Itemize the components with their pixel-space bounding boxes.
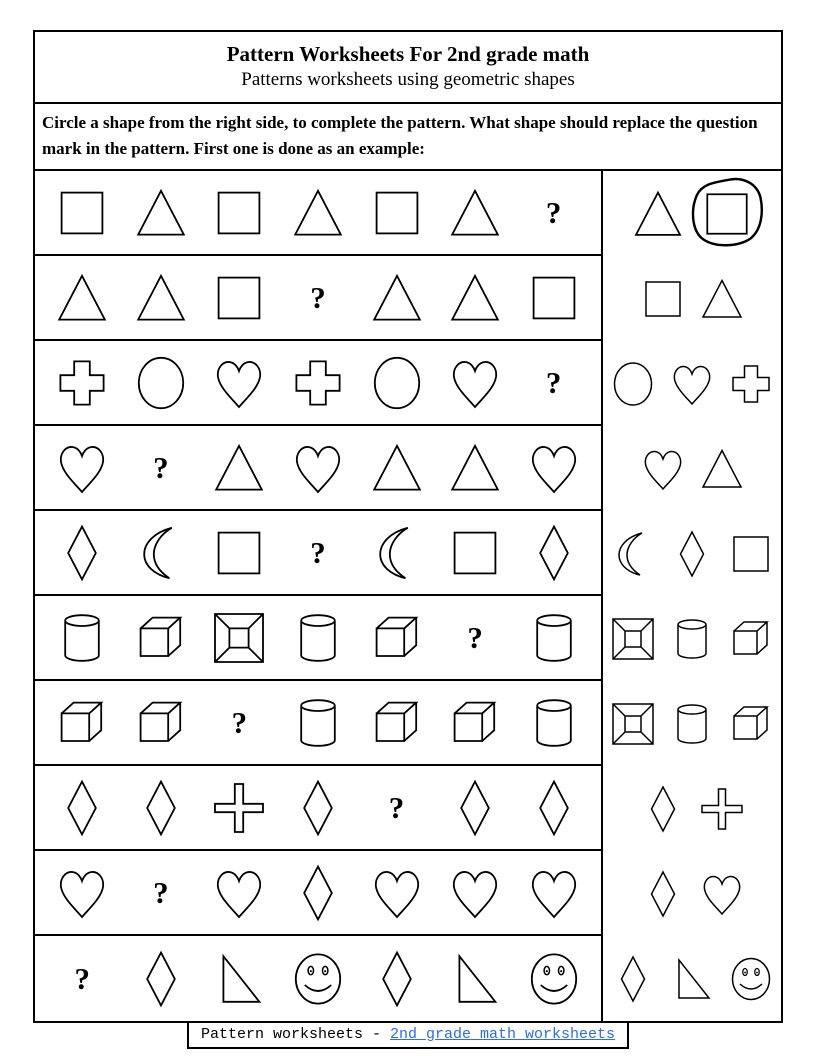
pattern-cell [361,684,433,762]
choice-square[interactable] [725,519,777,589]
pattern-cell [203,854,275,932]
footer-text: Pattern worksheets - [200,1026,390,1044]
heart-icon [638,444,688,494]
square-icon [209,183,269,243]
pattern-cell [439,514,511,592]
choice-diamond[interactable] [637,774,689,844]
answer-group [603,766,781,851]
cylinder-icon [667,699,717,749]
pattern-cell [125,599,197,677]
plus-icon [697,784,747,834]
pattern-cell [125,259,197,337]
heart-icon [524,863,584,923]
choice-cylinder[interactable] [666,604,718,674]
pattern-cell [282,599,354,677]
heart-icon [667,359,717,409]
choice-plus[interactable] [696,774,748,844]
diamond-icon [131,949,191,1009]
pattern-cell [203,599,275,677]
square-icon [445,523,505,583]
pattern-cell [46,174,118,252]
pattern-cell [361,940,433,1018]
question-mark-glyph: ? [153,874,169,910]
pattern-area [35,171,781,1021]
circle-icon [367,353,427,413]
pattern-cell [46,854,118,932]
pattern-cell [203,344,275,422]
pattern-row [35,851,601,936]
pattern-cell [125,514,197,592]
pattern-cell [125,684,197,762]
question-mark-glyph: ? [310,534,326,570]
choice-heart[interactable] [666,349,718,419]
question-mark [361,769,433,847]
choice-frame[interactable] [607,604,659,674]
worksheet-table [33,30,783,1023]
pattern-row [35,171,601,256]
frame-icon [608,614,658,664]
cross-icon [726,359,776,409]
question-mark-glyph: ? [467,619,483,655]
choice-cylinder[interactable] [666,689,718,759]
pattern-cell [46,344,118,422]
pattern-cell [203,940,275,1018]
choice-frame[interactable] [607,689,659,759]
cube-icon [131,693,191,753]
pattern-cell [203,429,275,507]
pattern-row [35,936,601,1021]
pattern-cell [203,259,275,337]
pattern-cell [518,259,590,337]
crescent-icon [608,529,658,579]
question-mark-glyph: ? [74,960,91,996]
cylinder-icon [524,693,584,753]
choice-right-triangle[interactable] [666,944,718,1014]
choice-diamond[interactable] [607,944,659,1014]
diamond-icon [367,949,427,1009]
square-icon [209,523,269,583]
triangle-icon [445,268,505,328]
square-icon [524,268,584,328]
choice-triangle[interactable] [627,179,689,249]
pattern-cell [518,769,590,847]
cube-icon [726,699,776,749]
diamond-icon [667,529,717,579]
question-mark [282,514,354,592]
pattern-cell [125,174,197,252]
pattern-cell [361,259,433,337]
pattern-cell [125,769,197,847]
question-mark [46,940,118,1018]
cylinder-icon [667,614,717,664]
choice-triangle[interactable] [696,264,748,334]
answer-group [603,171,781,256]
frame-icon [608,699,658,749]
cube-icon [367,693,427,753]
choice-cube[interactable] [725,604,777,674]
pattern-cell [203,174,275,252]
page-title: Pattern Worksheets For 2nd grade math [226,42,590,66]
answer-group [603,681,781,766]
pattern-cell [361,429,433,507]
answer-group [603,596,781,681]
cross-icon [52,353,112,413]
pattern-cell [439,429,511,507]
circled-answer-square[interactable] [696,179,758,249]
heart-icon [367,863,427,923]
pattern-cell [46,514,118,592]
pattern-row [35,341,601,426]
choice-smiley[interactable] [725,944,777,1014]
question-mark [518,174,590,252]
plus-icon [209,778,269,838]
pattern-cell [361,854,433,932]
pattern-cell [282,769,354,847]
page-subtitle: Patterns worksheets using geometric shapes [241,69,575,91]
diamond-icon [524,523,584,583]
pattern-row [35,426,601,511]
square-icon [698,185,756,243]
heart-icon [697,869,747,919]
triangle-icon [697,274,747,324]
diamond-icon [608,954,658,1004]
pattern-cell [518,854,590,932]
right-triangle-icon [209,949,269,1009]
cylinder-icon [52,608,112,668]
question-mark [282,259,354,337]
triangle-icon [131,268,191,328]
pattern-cell [282,174,354,252]
triangle-icon [52,268,112,328]
pattern-cell [282,429,354,507]
pattern-cell [518,429,590,507]
triangle-icon [629,185,687,243]
cube-icon [445,693,505,753]
pattern-cell [125,940,197,1018]
triangle-icon [131,183,191,243]
instructions-text: Circle a shape from the right side, to complete the pattern. What shape should replace the question mark in the pattern. First one is done as an example: [35,104,781,171]
question-mark [203,684,275,762]
diamond-icon [131,778,191,838]
right-triangle-icon [667,954,717,1004]
diamond-icon [638,869,688,919]
pattern-cell [46,429,118,507]
answer-group [603,851,781,936]
square-icon [52,183,112,243]
footer-box [187,1021,629,1049]
pattern-cell [282,344,354,422]
pattern-grid [35,171,601,1021]
triangle-icon [445,438,505,498]
choice-cross[interactable] [725,349,777,419]
worksheet-page [33,30,783,1049]
pattern-cell [518,684,590,762]
diamond-icon [638,784,688,834]
cube-icon [367,608,427,668]
pattern-cell [439,684,511,762]
worksheet-header [35,32,781,104]
pattern-row [35,511,601,596]
pattern-cell [361,599,433,677]
diamond-icon [288,778,348,838]
question-mark [518,344,590,422]
cylinder-icon [288,608,348,668]
cross-icon [288,353,348,413]
choice-crescent[interactable] [607,519,659,589]
crescent-icon [131,523,191,583]
pattern-cell [46,259,118,337]
pattern-cell [439,940,511,1018]
question-mark-glyph: ? [545,364,562,400]
frame-icon [209,608,269,668]
smiley-icon [726,954,776,1004]
square-icon [209,268,269,328]
pattern-cell [518,940,590,1018]
cube-icon [52,693,112,753]
heart-icon [288,438,348,498]
pattern-cell [439,174,511,252]
pattern-cell [439,769,511,847]
answer-group [603,511,781,596]
cube-icon [726,614,776,664]
diamond-icon [445,778,505,838]
choice-heart[interactable] [637,434,689,504]
pattern-cell [439,344,511,422]
pattern-row [35,596,601,681]
pattern-cell [439,854,511,932]
choice-circle[interactable] [607,349,659,419]
question-mark [125,429,197,507]
choice-triangle[interactable] [696,434,748,504]
diamond-icon [288,863,348,923]
heart-icon [445,863,505,923]
pattern-cell [125,344,197,422]
answer-group [603,256,781,341]
heart-icon [445,353,505,413]
circle-icon [131,353,191,413]
cylinder-icon [524,608,584,668]
pattern-cell [203,769,275,847]
diamond-icon [524,778,584,838]
diamond-icon [52,778,112,838]
smiley-icon [288,949,348,1009]
pattern-row [35,256,601,341]
pattern-cell [282,684,354,762]
heart-icon [52,438,112,498]
triangle-icon [209,438,269,498]
pattern-row [35,766,601,851]
pattern-cell [46,684,118,762]
triangle-icon [445,183,505,243]
choice-cube[interactable] [725,689,777,759]
choice-square[interactable] [637,264,689,334]
pattern-cell [361,344,433,422]
pattern-cell [46,599,118,677]
heart-icon [524,438,584,498]
pattern-cell [439,259,511,337]
triangle-icon [367,268,427,328]
diamond-icon [52,523,112,583]
question-mark [439,599,511,677]
square-icon [367,183,427,243]
square-icon [638,274,688,324]
triangle-icon [697,444,747,494]
question-mark-glyph: ? [153,449,169,485]
question-mark-glyph: ? [545,194,562,230]
answer-group [603,426,781,511]
question-mark-glyph: ? [388,789,405,825]
heart-icon [209,863,269,923]
answer-group [603,341,781,426]
cube-icon [131,608,191,668]
triangle-icon [367,438,427,498]
question-mark-glyph: ? [231,704,248,740]
pattern-cell [518,599,590,677]
pattern-cell [518,514,590,592]
right-triangle-icon [445,949,505,1009]
footer-link[interactable]: 2nd grade math worksheets [389,1026,616,1044]
cylinder-icon [288,693,348,753]
question-mark-glyph: ? [310,279,326,315]
pattern-cell [361,174,433,252]
pattern-row [35,681,601,766]
choice-diamond[interactable] [637,859,689,929]
pattern-cell [282,940,354,1018]
heart-icon [52,863,112,923]
question-mark [125,854,197,932]
choice-diamond[interactable] [666,519,718,589]
answer-group [603,936,781,1021]
answers-column [601,171,781,1021]
footer [33,1021,783,1049]
choice-heart[interactable] [696,859,748,929]
triangle-icon [288,183,348,243]
pattern-cell [361,514,433,592]
pattern-cell [203,514,275,592]
pattern-cell [46,769,118,847]
heart-icon [209,353,269,413]
circle-icon [608,359,658,409]
square-icon [726,529,776,579]
smiley-icon [524,949,584,1009]
crescent-icon [367,523,427,583]
pattern-cell [282,854,354,932]
